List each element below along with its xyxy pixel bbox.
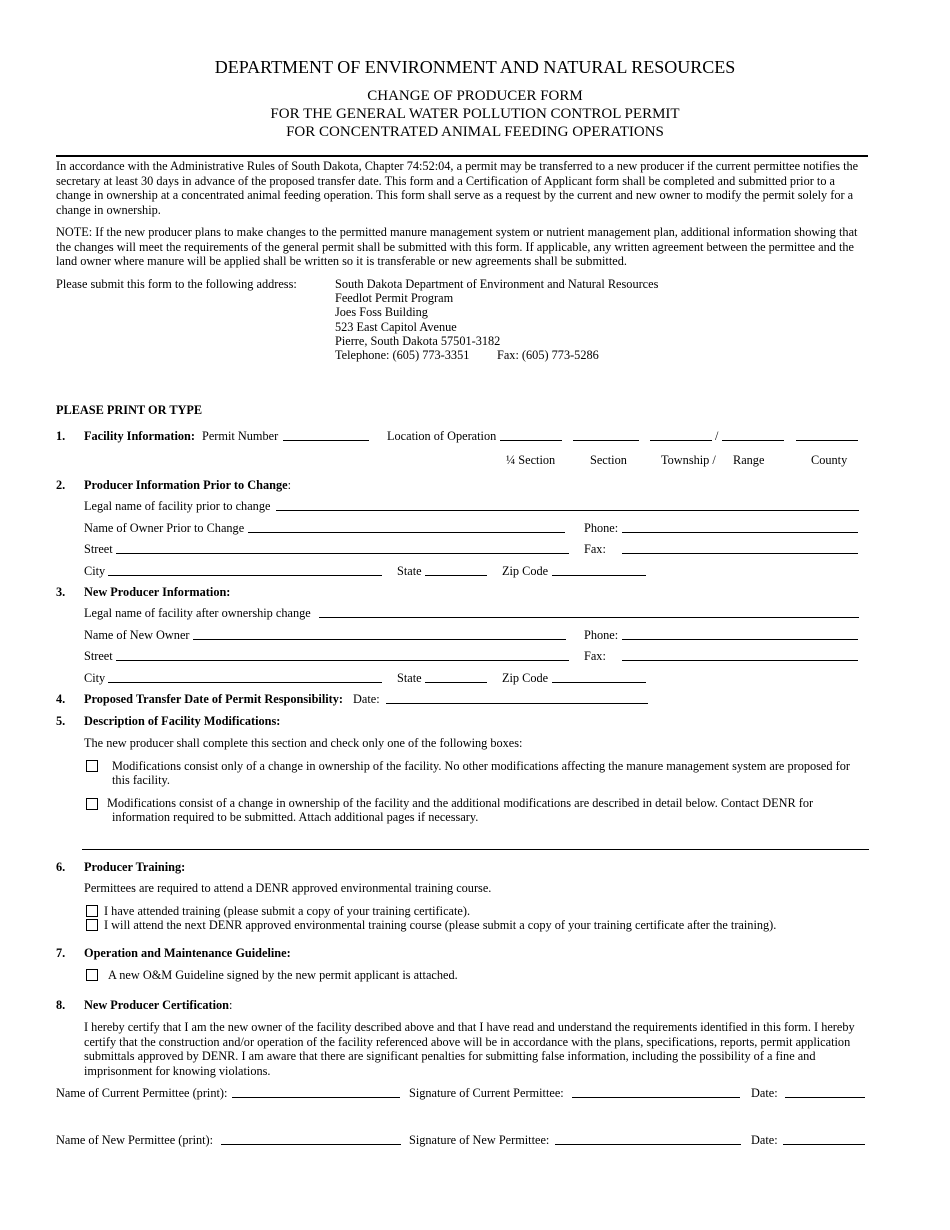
prior-phone-field[interactable] — [622, 532, 858, 533]
attended-training-text: I have attended training (please submit a copy of your training certificate). — [104, 904, 471, 918]
section-3-number: 3. — [56, 585, 66, 599]
note-paragraph: NOTE: If the new producer plans to make changes to the permitted manure management system or nutrient management plan, additional information showing that the changes will meet the requirements of the general permit shall be submitted with this form. If applicable, any written agreement between the permittee and the land owner where manure will be applied shall be written so it is transferable or new agreements shall be submitted. — [56, 225, 858, 269]
will-attend-training-text: I will attend the next DENR approved environmental training course (please submit a copy of your training certificate after the training). — [104, 918, 777, 932]
intro-paragraph: In accordance with the Administrative Rules of South Dakota, Chapter 74:52:04, a permit may be transferred to a new producer if the current permittee notifies the secretary at least 30 days in advance of the proposed transfer date. This form and a Certification of Applicant form shall be completed and submitted prior to a change in ownership at a concentrated animal feeding operation. This form shall serve as a request by the current and new owner to modify the permit solely for a change in ownership. — [56, 159, 859, 217]
address-label: Please submit this form to the following address: — [56, 277, 297, 291]
permit-number-label: Permit Number — [202, 429, 279, 443]
section-5-title: Description of Facility Modifications: — [84, 714, 281, 728]
section-6-number: 6. — [56, 860, 66, 874]
section-field[interactable] — [573, 440, 639, 441]
prior-street-label: Street — [84, 542, 113, 556]
header-divider — [56, 155, 868, 157]
current-permittee-name-label: Name of Current Permittee (print): — [56, 1086, 228, 1100]
certification-paragraph: I hereby certify that I am the new owner of the facility described above and that I have read and understand the requirements identified in this form. I hereby certify that the construction and/or operation of the facility referenced above will be in accordance with the plans, specifications, reports, permit application submittals approved by DENR. I am aware that there are significant penalties for submitting false information, including the possibility of a fine and imprisonment for knowing violations. — [84, 1020, 855, 1078]
new-phone-label: Phone: — [584, 628, 619, 642]
prior-state-label: State — [397, 564, 422, 578]
prior-fax-label: Fax: — [584, 542, 606, 556]
section-8-heading — [84, 998, 232, 1013]
section-6-instruction: Permittees are required to attend a DENR approved environmental training course. — [84, 881, 492, 895]
quarter-section-field[interactable] — [500, 440, 562, 441]
new-phone-field[interactable] — [622, 639, 858, 640]
new-state-field[interactable] — [425, 682, 487, 683]
department-title: DEPARTMENT OF ENVIRONMENT AND NATURAL RESOURCES — [214, 57, 736, 77]
prior-fax-field[interactable] — [622, 553, 858, 554]
current-permittee-signature-label: Signature of Current Permittee: — [409, 1086, 564, 1100]
section-6-title: Producer Training: — [84, 860, 186, 874]
new-permittee-signature-label: Signature of New Permittee: — [409, 1133, 550, 1147]
quarter-section-caption: ¼ Section — [506, 453, 556, 467]
new-legal-name-field[interactable] — [319, 617, 859, 618]
section-4-title: Proposed Transfer Date of Permit Responsibility: — [84, 692, 344, 706]
new-permittee-date-field[interactable] — [783, 1144, 865, 1145]
new-zip-label: Zip Code — [502, 671, 549, 685]
current-permittee-date-field[interactable] — [785, 1097, 865, 1098]
new-fax-label: Fax: — [584, 649, 606, 663]
new-owner-field[interactable] — [193, 639, 566, 640]
new-legal-name-label: Legal name of facility after ownership change — [84, 606, 311, 620]
section-2-heading — [84, 478, 291, 493]
ownership-only-text-2: this facility. — [112, 773, 170, 787]
new-state-label: State — [397, 671, 422, 685]
ownership-only-text-1: Modifications consist only of a change in ownership of the facility. No other modifications affecting the manure management system are proposed for — [112, 759, 850, 773]
new-city-field[interactable] — [108, 682, 382, 683]
current-permittee-name-field[interactable] — [232, 1097, 400, 1098]
prior-zip-label: Zip Code — [502, 564, 549, 578]
section-8-title: New Producer Certification — [84, 998, 230, 1012]
prior-street-field[interactable] — [116, 553, 569, 554]
section-4-number: 4. — [56, 692, 66, 706]
prior-owner-label: Name of Owner Prior to Change — [84, 521, 245, 535]
transfer-date-field[interactable] — [386, 703, 648, 704]
attended-training-checkbox[interactable] — [86, 905, 98, 917]
section-3-title: New Producer Information: — [84, 585, 231, 599]
new-street-label: Street — [84, 649, 113, 663]
range-field[interactable] — [722, 440, 784, 441]
om-guideline-text: A new O&M Guideline signed by the new permit applicant is attached. — [108, 968, 458, 982]
prior-zip-field[interactable] — [552, 575, 646, 576]
modifications-description-line[interactable] — [82, 849, 869, 850]
address-line-1: South Dakota Department of Environment and Natural Resources — [335, 277, 659, 291]
address-line-2: Feedlot Permit Program — [335, 291, 454, 305]
section-8-number: 8. — [56, 998, 66, 1012]
county-caption: County — [811, 453, 848, 467]
township-range-slash: / — [715, 429, 719, 443]
prior-state-field[interactable] — [425, 575, 487, 576]
address-telephone: Telephone: (605) 773-3351 — [335, 348, 470, 362]
location-label: Location of Operation — [387, 429, 497, 443]
additional-modifications-text-2: information required to be submitted. Attach additional pages if necessary. — [112, 810, 479, 824]
print-instruction: PLEASE PRINT OR TYPE — [56, 403, 203, 417]
form-title-line-1: CHANGE OF PRODUCER FORM — [367, 88, 583, 104]
prior-city-label: City — [84, 564, 106, 578]
new-owner-label: Name of New Owner — [84, 628, 190, 642]
address-line-3: Joes Foss Building — [335, 305, 428, 319]
form-title-line-3: FOR CONCENTRATED ANIMAL FEEDING OPERATIONS — [286, 124, 664, 140]
section-5-instruction: The new producer shall complete this section and check only one of the following boxes: — [84, 736, 523, 750]
address-fax: Fax: (605) 773-5286 — [497, 348, 599, 362]
form-title-line-2: FOR THE GENERAL WATER POLLUTION CONTROL PERMIT — [270, 106, 680, 122]
prior-city-field[interactable] — [108, 575, 382, 576]
section-2-number: 2. — [56, 478, 66, 492]
additional-modifications-text-1: Modifications consist of a change in ownership of the facility and the additional modifications are described in detail below. Contact DENR for — [107, 796, 814, 810]
township-caption: Township / — [661, 453, 716, 467]
prior-phone-label: Phone: — [584, 521, 619, 535]
county-field[interactable] — [796, 440, 858, 441]
section-5-number: 5. — [56, 714, 66, 728]
new-permittee-date-label: Date: — [751, 1133, 778, 1147]
current-permittee-signature-field[interactable] — [572, 1097, 740, 1098]
address-line-4: 523 East Capitol Avenue — [335, 320, 457, 334]
new-permittee-name-field[interactable] — [221, 1144, 401, 1145]
new-permittee-signature-field[interactable] — [555, 1144, 741, 1145]
transfer-date-label: Date: — [353, 692, 380, 706]
additional-modifications-checkbox[interactable] — [86, 798, 98, 810]
section-caption: Section — [590, 453, 627, 467]
new-permittee-name-label: Name of New Permittee (print): — [56, 1133, 214, 1147]
will-attend-training-checkbox[interactable] — [86, 919, 98, 931]
prior-owner-field[interactable] — [248, 532, 565, 533]
section-2-colon: : — [287, 478, 291, 492]
section-7-number: 7. — [56, 946, 66, 960]
ownership-only-checkbox[interactable] — [86, 760, 98, 772]
prior-legal-name-label: Legal name of facility prior to change — [84, 499, 271, 513]
section-7-title: Operation and Maintenance Guideline: — [84, 946, 291, 960]
address-line-5: Pierre, South Dakota 57501-3182 — [335, 334, 501, 348]
section-1-number: 1. — [56, 429, 66, 443]
permit-number-field[interactable] — [283, 440, 369, 441]
range-caption: Range — [733, 453, 765, 467]
section-2-title: Producer Information Prior to Change — [84, 478, 288, 492]
section-8-colon: : — [229, 998, 233, 1012]
new-street-field[interactable] — [116, 660, 569, 661]
new-city-label: City — [84, 671, 106, 685]
township-field[interactable] — [650, 440, 712, 441]
section-1-title: Facility Information: — [84, 429, 195, 443]
prior-legal-name-field[interactable] — [276, 510, 859, 511]
om-guideline-checkbox[interactable] — [86, 969, 98, 981]
new-zip-field[interactable] — [552, 682, 646, 683]
new-fax-field[interactable] — [622, 660, 858, 661]
current-permittee-date-label: Date: — [751, 1086, 778, 1100]
